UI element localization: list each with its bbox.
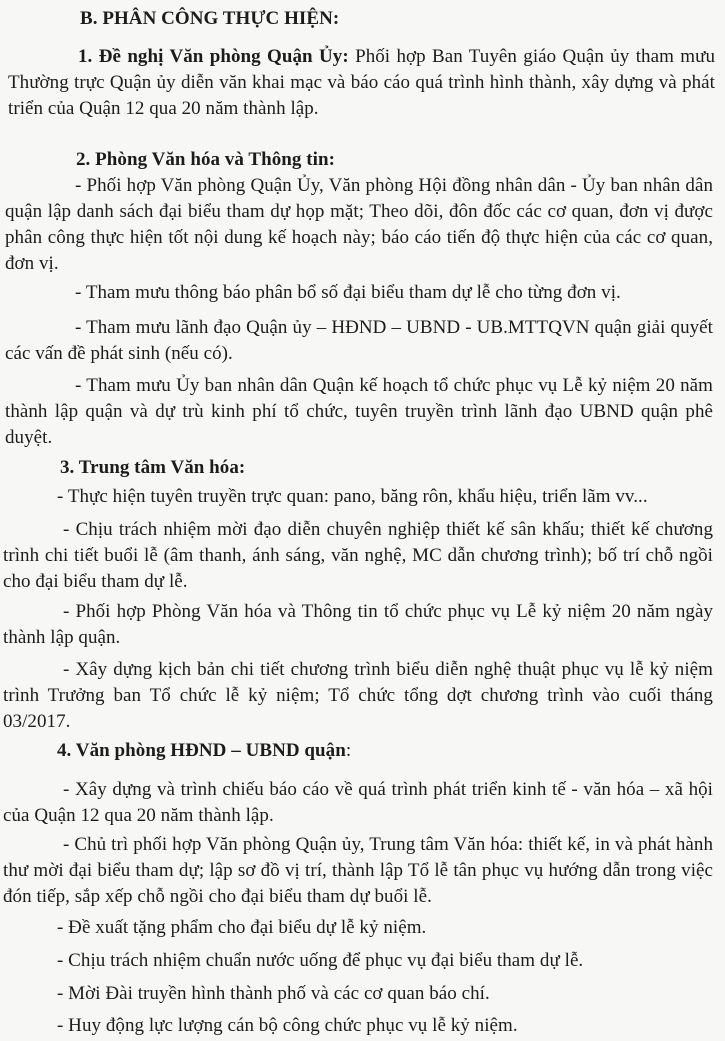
item-2-block xyxy=(0,147,725,173)
item-4-p5: - Mời Đài truyền hình thành phố và các cơ quan báo chí. xyxy=(57,983,490,1004)
item-2-p1-block xyxy=(0,173,725,277)
item-4-block xyxy=(0,738,725,764)
item-4-p1-block xyxy=(0,777,725,829)
item-3-block xyxy=(0,455,725,481)
item-4-heading: 4. Văn phòng HĐND – UBND quận xyxy=(57,740,346,761)
item-4-p4: - Chịu trách nhiệm chuẩn nước uống để phục vụ đại biểu tham dự lễ. xyxy=(57,950,584,971)
item-4-p2-block xyxy=(0,832,725,910)
item-4-heading-colon: : xyxy=(345,740,352,761)
item-3-p3: - Phối hợp Phòng Văn hóa và Thông tin tổ chức phục vụ Lễ kỷ niệm 20 năm ngày thành lập quận. xyxy=(3,601,713,648)
item-1-block xyxy=(0,44,725,122)
item-2-p4: - Tham mưu Ủy ban nhân dân Quận kế hoạch tổ chức phục vụ Lễ kỷ niệm 20 năm thành lập quận và dự trù kinh phí tổ chức, tuyên truyền trình lãnh đạo UBND quận phê duyệt. xyxy=(5,375,713,448)
item-2-p3-block xyxy=(0,315,725,367)
item-1-paragraph xyxy=(0,44,725,122)
item-3-p4-block xyxy=(0,657,725,735)
item-4-p3: - Đề xuất tặng phẩm cho đại biểu dự lễ kỷ niệm. xyxy=(57,917,427,938)
item-4-p4-block xyxy=(0,948,725,974)
item-1-text: Phối hợp Ban Tuyên giáo Quận ủy tham mưu Thường trực Quận ủy diễn văn khai mạc và báo cáo quá trình hình thành, xây dựng và phát triển của Quận 12 qua 20 năm thành lập. xyxy=(8,46,715,119)
item-2-p3: - Tham mưu lãnh đạo Quận ủy – HĐND – UBND - UB.MTTQVN quận giải quyết các vấn đề phát sinh (nếu có). xyxy=(5,317,713,364)
item-3-p2: - Chịu trách nhiệm mời đạo diễn chuyên nghiệp thiết kế sân khấu; thiết kế chương trình chi tiết buổi lễ (âm thanh, ánh sáng, văn nghệ, MC dẫn chương trình); bố trí chỗ ngồi cho đại biểu tham dự lễ. xyxy=(3,519,713,592)
item-3-p3-block xyxy=(0,599,725,651)
item-2-p1: - Phối hợp Văn phòng Quận Ủy, Văn phòng Hội đồng nhân dân - Ủy ban nhân dân quận lập danh sách đại biểu tham dự họp mặt; Theo dõi, đôn đốc các cơ quan, đơn vị được phân công thực hiện tốt nội dung kế hoạch này; báo cáo tiến độ thực hiện của các cơ quan, đơn vị. xyxy=(5,175,713,274)
item-3-p1: - Thực hiện tuyên truyền trực quan: pano, băng rôn, khẩu hiệu, triển lãm vv... xyxy=(57,486,648,507)
section-heading-block xyxy=(0,6,725,32)
item-4-p2: - Chủ trì phối hợp Văn phòng Quận ủy, Trung tâm Văn hóa: thiết kế, in và phát hành thư mời đại biểu tham dự; lập sơ đồ vị trí, thành lập Tổ lễ tân phục vụ hướng dẫn trong việc đón tiếp, sắp xếp chỗ ngồi cho đại biểu tham dự buổi lễ. xyxy=(3,834,713,907)
item-4-p3-block xyxy=(0,915,725,941)
item-2-heading: 2. Phòng Văn hóa và Thông tin: xyxy=(76,149,335,170)
item-3-p4: - Xây dựng kịch bản chi tiết chương trình biểu diễn nghệ thuật phục vụ lễ kỷ niệm trình Trưởng ban Tổ chức lễ kỷ niệm; Tổ chức tổng dợt chương trình vào cuối tháng 03/2017. xyxy=(3,659,713,732)
item-4-p6: - Huy động lực lượng cán bộ công chức phục vụ lễ kỷ niệm. xyxy=(57,1015,518,1036)
item-2-p2-block xyxy=(0,280,725,306)
item-3-p2-block xyxy=(0,517,725,595)
item-1-heading: 1. Đề nghị Văn phòng Quận Ủy: xyxy=(78,46,349,67)
section-title: B. PHÂN CÔNG THỰC HIỆN: xyxy=(80,8,340,29)
item-2-p2: - Tham mưu thông báo phân bổ số đại biểu tham dự lễ cho từng đơn vị. xyxy=(75,282,621,303)
item-4-p6-block xyxy=(0,1013,725,1039)
item-3-p1-block xyxy=(0,484,725,510)
item-4-heading-line xyxy=(0,738,725,764)
item-4-p5-block xyxy=(0,981,725,1007)
item-3-heading: 3. Trung tâm Văn hóa: xyxy=(60,457,246,478)
item-4-p1: - Xây dựng và trình chiếu báo cáo về quá trình phát triển kinh tế - văn hóa – xã hội của Quận 12 qua 20 năm thành lập. xyxy=(3,779,713,826)
item-2-p4-block xyxy=(0,373,725,451)
